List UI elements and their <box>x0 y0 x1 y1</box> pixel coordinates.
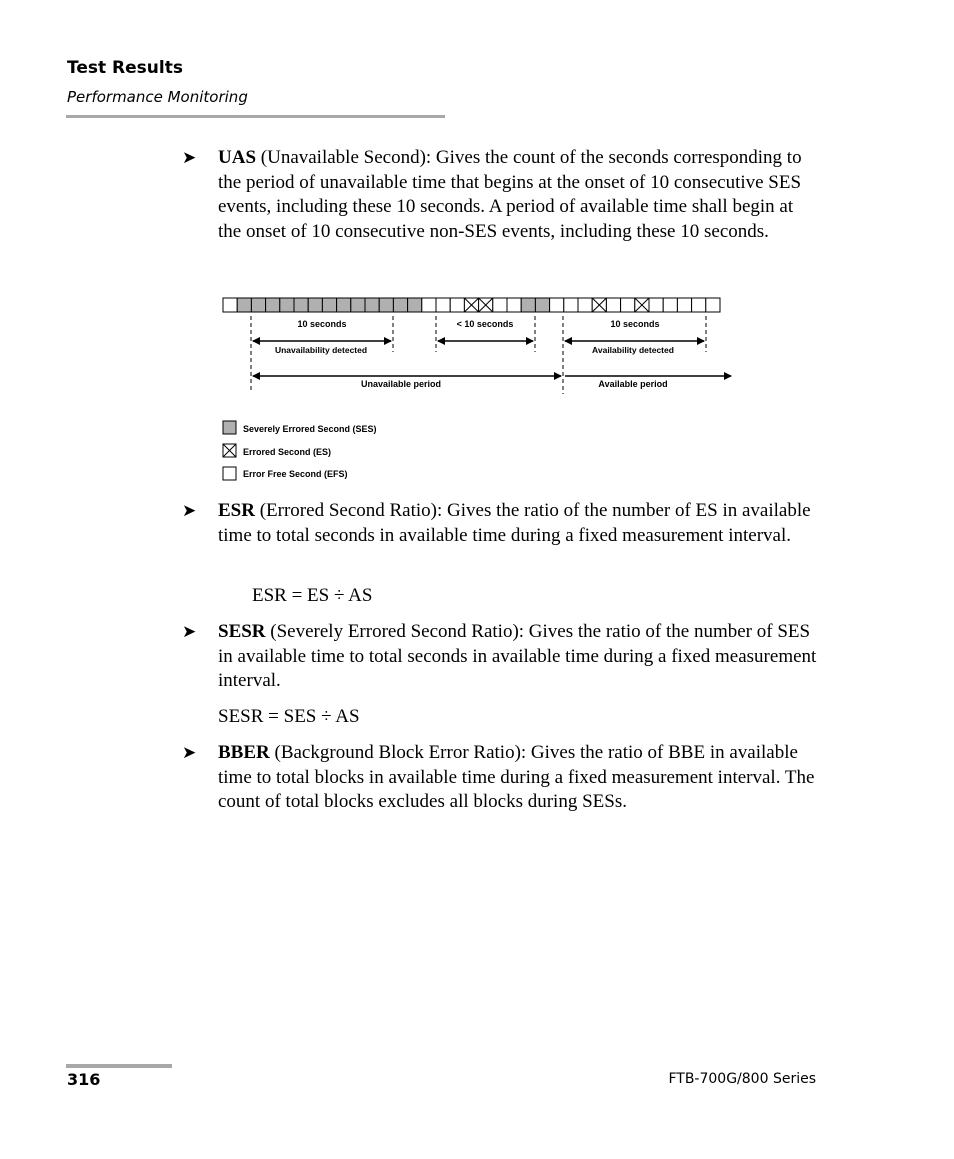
legend-efs-label: Error Free Second (EFS) <box>243 469 348 479</box>
second-cell-efs <box>578 298 592 312</box>
second-cell-efs <box>706 298 720 312</box>
definition-esr: (Errored Second Ratio): Gives the ratio of the number of ES in available time to total seconds in available time during a fixed measurement interval. <box>218 500 811 546</box>
header-divider <box>66 115 445 118</box>
second-cell-efs <box>436 298 450 312</box>
formula-esr: ESR = ES ÷ AS <box>252 585 373 606</box>
term-esr: ESR <box>218 500 255 521</box>
second-cell-efs <box>692 298 706 312</box>
section-title: Test Results <box>67 58 183 78</box>
second-cell-ses <box>266 298 280 312</box>
diagram-legend <box>223 421 377 480</box>
bullet-sesr <box>182 620 818 694</box>
second-cell-ses <box>393 298 407 312</box>
label-availability-detected: Availability detected <box>592 345 674 355</box>
es-swatch <box>223 444 236 457</box>
second-cell-ses <box>237 298 251 312</box>
ses-swatch <box>223 421 236 434</box>
label-10-seconds-right: 10 seconds <box>610 319 660 329</box>
second-cell-ses <box>351 298 365 312</box>
definition-uas: (Unavailable Second): Gives the count of the seconds corresponding to the period of unavailable time that begins at the onset of 10 consecutive SES events, including these 10 seconds. A period of available time shall begin at the onset of 10 consecutive non-SES events, including these 10 seconds. <box>218 147 802 242</box>
bullet-uas <box>182 146 818 244</box>
second-cell-efs <box>663 298 677 312</box>
label-unavailability-detected: Unavailability detected <box>274 345 368 355</box>
second-cell-ses <box>365 298 379 312</box>
second-cell-ses <box>280 298 294 312</box>
second-cell-ses <box>322 298 336 312</box>
uas-timing-diagram <box>215 290 740 485</box>
second-cell-efs <box>606 298 620 312</box>
term-sesr: SESR <box>218 621 266 642</box>
second-cell-efs <box>507 298 521 312</box>
second-cell-ses <box>535 298 549 312</box>
arrow-bullet-icon: ➤ <box>182 501 197 521</box>
second-cell-es <box>635 298 649 312</box>
second-cell-efs <box>621 298 635 312</box>
formula-sesr: SESR = SES ÷ AS <box>218 706 360 727</box>
page-number: 316 <box>67 1070 101 1089</box>
term-uas: UAS <box>218 147 257 168</box>
second-cell-es <box>464 298 478 312</box>
second-cell-efs <box>564 298 578 312</box>
second-cell-es <box>479 298 493 312</box>
second-cell-ses <box>337 298 351 312</box>
legend-es-label: Errored Second (ES) <box>243 447 332 457</box>
footer-divider <box>66 1064 172 1068</box>
arrow-bullet-icon: ➤ <box>182 743 197 763</box>
label-available-period: Available period <box>598 379 668 389</box>
legend-ses-label: Severely Errored Second (SES) <box>243 424 377 434</box>
arrow-bullet-icon: ➤ <box>182 148 197 168</box>
label-unavailable-period: Unavailable period <box>360 379 442 389</box>
second-cell-efs <box>649 298 663 312</box>
section-subtitle: Performance Monitoring <box>67 88 248 106</box>
second-cell-ses <box>379 298 393 312</box>
second-cell-ses <box>408 298 422 312</box>
second-cell-efs <box>677 298 691 312</box>
second-cell-ses <box>251 298 265 312</box>
second-cell-efs <box>450 298 464 312</box>
arrow-bullet-icon: ➤ <box>182 622 197 642</box>
second-cell-efs <box>493 298 507 312</box>
definition-bber: (Background Block Error Ratio): Gives the ratio of BBE in available time to total blocks in available time during a fixed measurement interval. The count of total blocks excludes all blocks during SESs. <box>218 742 815 813</box>
definition-sesr: (Severely Errored Second Ratio): Gives the ratio of the number of SES in available time to total seconds in available time during a fixed measurement interval. <box>218 621 817 692</box>
efs-swatch <box>223 467 236 480</box>
second-cell-efs <box>550 298 564 312</box>
bullet-esr <box>182 499 818 548</box>
label-less-than-10-seconds: < 10 seconds <box>456 319 514 329</box>
product-series: FTB-700G/800 Series <box>668 1071 816 1087</box>
bullet-bber <box>182 741 818 815</box>
label-10-seconds-left: 10 seconds <box>297 319 347 329</box>
second-cell-ses <box>308 298 322 312</box>
second-cell-ses <box>521 298 535 312</box>
second-cell-efs <box>223 298 237 312</box>
second-cell-efs <box>422 298 436 312</box>
second-cell-ses <box>294 298 308 312</box>
seconds-strip <box>223 298 720 312</box>
second-cell-es <box>592 298 606 312</box>
term-bber: BBER <box>218 742 270 763</box>
